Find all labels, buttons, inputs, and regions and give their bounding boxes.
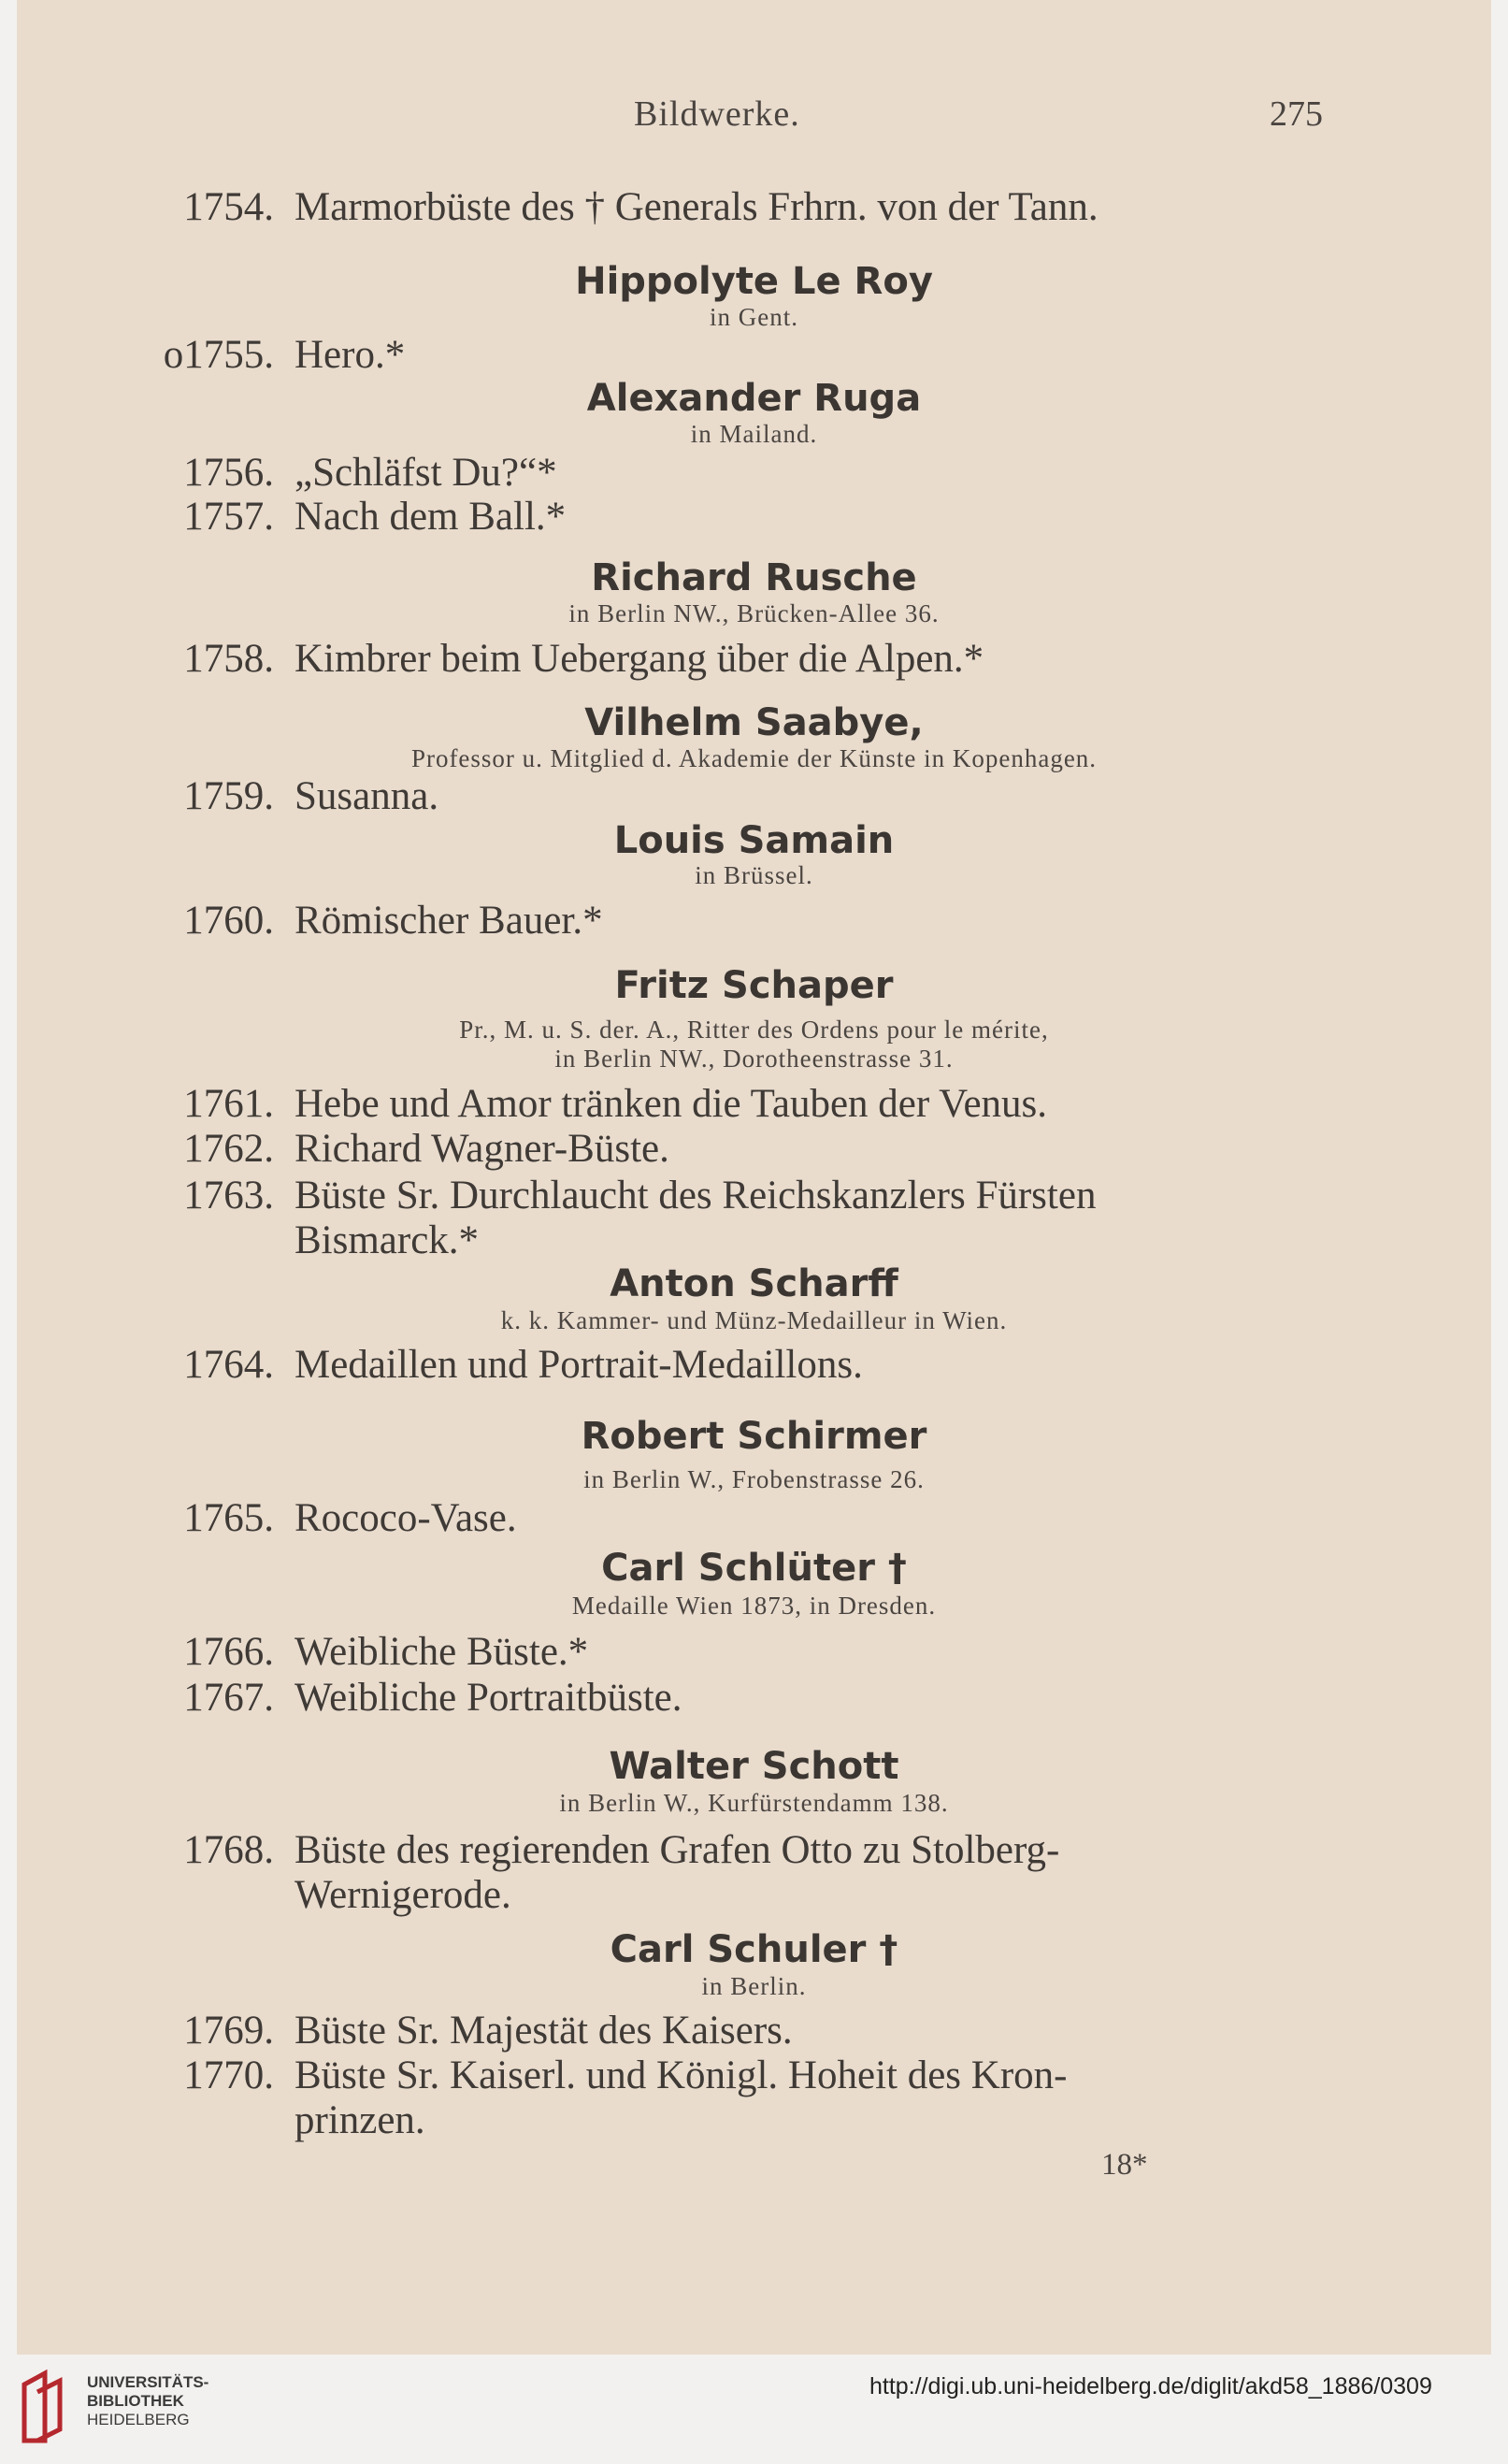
artist-location: in Mailand.: [690, 420, 818, 448]
entry-number: 1767.: [183, 1676, 274, 1720]
artist-location: in Berlin.: [701, 1972, 807, 2000]
artist-name: Fritz Schaper: [614, 964, 894, 1007]
entry-number: 1769.: [183, 2009, 274, 2053]
printer-signature: 18*: [1101, 2148, 1148, 2182]
catalog-entry: [148, 1630, 1363, 1675]
entry-title: Römischer Bauer.*: [294, 899, 603, 943]
entry-title: Hebe und Amor tränken die Tauben der Venus.: [294, 1082, 1048, 1126]
entry-title: Kimbrer beim Uebergang über die Alpen.*: [294, 637, 984, 681]
catalog-entry: [148, 899, 1363, 944]
catalog-entry: [148, 1676, 1363, 1721]
entry-number: 1766.: [183, 1630, 274, 1674]
entry-title: Weibliche Büste.*: [294, 1630, 589, 1674]
catalog-entry: [148, 1082, 1363, 1127]
entry-title-continued: Bismarck.*: [294, 1218, 480, 1262]
catalog-entry: [148, 333, 1363, 378]
artist-name: Richard Rusche: [591, 556, 917, 599]
entry-number: o1755.: [163, 333, 274, 377]
document-page: [17, 0, 1491, 2355]
artist-location: k. k. Kammer- und Münz-Medailleur in Wien.: [500, 1306, 1008, 1334]
entry-title: „Schläfst Du?“*: [294, 451, 557, 495]
logo-line-2: BIBLIOTHEK: [87, 2392, 184, 2410]
entry-number: 1764.: [183, 1343, 274, 1387]
entry-title: Büste Sr. Durchlaucht des Reichskanzlers Fürsten: [294, 1174, 1097, 1218]
artist-name: Alexander Ruga: [586, 377, 922, 420]
entry-number: 1763.: [183, 1174, 274, 1218]
catalog-entry: [148, 774, 1363, 819]
page-number: 275: [1270, 94, 1323, 134]
entry-title: Nach dem Ball.*: [294, 495, 567, 539]
catalog-entry: [148, 1127, 1363, 1172]
artist-name: Robert Schirmer: [581, 1415, 927, 1458]
running-head: Bildwerke.: [634, 94, 800, 134]
artist-location: Medaille Wien 1873, in Dresden.: [571, 1592, 937, 1620]
entry-number: 1758.: [183, 637, 274, 681]
catalog-entry: [148, 637, 1363, 682]
entry-title-continued: prinzen.: [294, 2098, 425, 2142]
entry-title-continued: Wernigerode.: [294, 1873, 511, 1917]
entry-title: Richard Wagner-Büste.: [294, 1127, 669, 1171]
logo-line-3: HEIDELBERG: [87, 2411, 190, 2428]
artist-location: in Berlin W., Frobenstrasse 26.: [583, 1465, 925, 1493]
entry-title: Hero.*: [294, 333, 406, 377]
catalog-entry: [148, 2053, 1363, 2143]
entry-number: 1765.: [183, 1496, 274, 1540]
entry-title: Medaillen und Portrait-Medaillons.: [294, 1343, 863, 1387]
catalog-entry: [148, 2009, 1363, 2053]
artist-name: Hippolyte Le Roy: [575, 260, 933, 303]
library-logo-text: [87, 2373, 208, 2429]
entry-number: 1760.: [183, 899, 274, 943]
catalog-entry: [148, 495, 1363, 540]
library-logo-icon: [17, 2368, 71, 2446]
entry-title: Büste des regierenden Grafen Otto zu Stolberg-: [294, 1828, 1060, 1872]
artist-name: Louis Samain: [613, 819, 895, 862]
entry-number: 1761.: [183, 1082, 274, 1126]
permalink-url[interactable]: http://digi.ub.uni-heidelberg.de/diglit/akd58_1886/0309: [869, 2373, 1432, 2399]
artist-address: in Berlin NW., Dorotheenstrasse 31.: [554, 1045, 954, 1073]
entry-number: 1754.: [183, 185, 274, 229]
logo-line-1: UNIVERSITÄTS-: [87, 2373, 209, 2391]
entry-number: 1762.: [183, 1127, 274, 1171]
catalog-entry: [148, 1174, 1363, 1263]
artist-location: in Brüssel.: [695, 861, 813, 889]
artist-name: Walter Schott: [609, 1745, 899, 1788]
entry-title: Marmorbüste des † Generals Frhrn. von der Tann.: [294, 185, 1099, 229]
catalog-entry: [148, 451, 1363, 496]
entry-number: 1770.: [183, 2053, 274, 2097]
artist-name: Carl Schuler †: [610, 1928, 898, 1971]
viewer-footer: [0, 2355, 1508, 2464]
entry-title: Büste Sr. Kaiserl. und Königl. Hoheit des Kron-: [294, 2053, 1068, 2097]
artist-location: Professor u. Mitglied d. Akademie der Künste in Kopenhagen.: [410, 744, 1098, 772]
catalog-entry: [148, 185, 1363, 230]
entry-title: Rococo-Vase.: [294, 1496, 517, 1540]
entry-title: Büste Sr. Majestät des Kaisers.: [294, 2009, 793, 2053]
catalog-entry: [148, 1496, 1363, 1541]
entry-number: 1759.: [183, 774, 274, 818]
catalog-entry: [148, 1343, 1363, 1388]
artist-location: in Berlin NW., Brücken-Allee 36.: [568, 599, 940, 627]
artist-name: Anton Scharff: [610, 1262, 898, 1305]
artist-location: Pr., M. u. S. der. A., Ritter des Ordens pour le mérite,: [459, 1016, 1049, 1044]
artist-location: in Berlin W., Kurfürstendamm 138.: [559, 1789, 949, 1817]
entry-number: 1757.: [183, 495, 274, 539]
entry-number: 1756.: [183, 451, 274, 495]
artist-name: Carl Schlüter †: [601, 1547, 907, 1590]
artist-location: in Gent.: [710, 303, 798, 331]
entry-title: Susanna.: [294, 774, 439, 818]
catalog-entry: [148, 1828, 1363, 1918]
entry-title: Weibliche Portraitbüste.: [294, 1676, 682, 1720]
entry-number: 1768.: [183, 1828, 274, 1872]
artist-name: Vilhelm Saabye,: [584, 701, 924, 744]
